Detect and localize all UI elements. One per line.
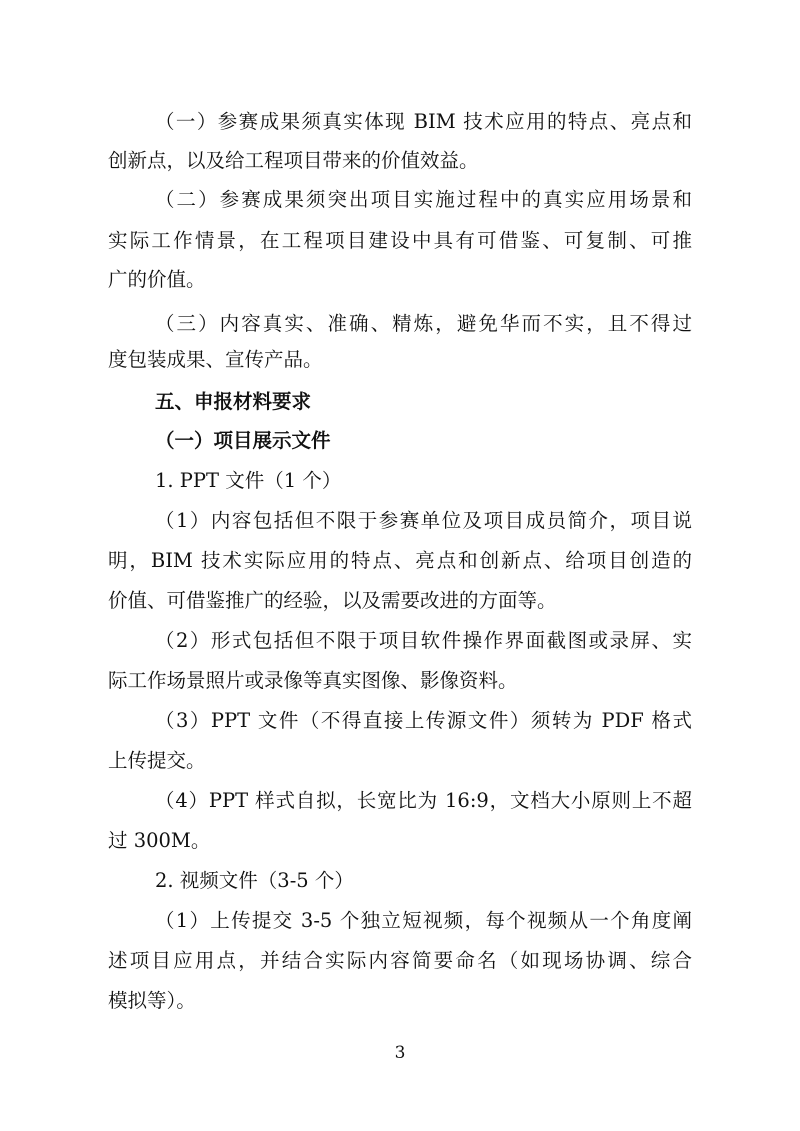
subsection-heading: （一）项目展示文件 (155, 429, 331, 452)
paragraph-line: 际工作场景照片或录像等真实图像、影像资料。 (108, 669, 518, 692)
paragraph-line: （二）参赛成果须突出项目实施过程中的真实应用场景和 (155, 188, 692, 211)
paragraph-line: 价值、可借鉴推广的经验，以及需要改进的方面等。 (108, 589, 557, 612)
paragraph-line: 过 300M。 (108, 829, 211, 852)
paragraph-line: （一）参赛成果须真实体现 BIM 技术应用的特点、亮点和 (155, 110, 692, 133)
page-number: 3 (394, 1043, 406, 1063)
paragraph-line: （三）内容真实、准确、精炼，避免华而不实，且不得过 (155, 312, 692, 335)
paragraph-line: 上传提交。 (108, 749, 206, 772)
section-heading: 五、申报材料要求 (155, 390, 312, 413)
paragraph-line: 广的价值。 (108, 268, 206, 291)
paragraph-line: 度包装成果、宣传产品。 (108, 348, 323, 371)
paragraph-line: 创新点，以及给工程项目带来的价值效益。 (108, 149, 479, 172)
paragraph-line: 实际工作情景，在工程项目建设中具有可借鉴、可复制、可推 (108, 229, 692, 252)
paragraph-line: （4）PPT 样式自拟，长宽比为 16:9，文档大小原则上不超 (155, 789, 692, 812)
paragraph-line: 模拟等）。 (108, 989, 196, 1012)
paragraph-line: （3）PPT 文件（不得直接上传源文件）须转为 PDF 格式 (155, 709, 692, 732)
paragraph-line: 明，BIM 技术实际应用的特点、亮点和创新点、给项目创造的 (108, 549, 692, 572)
paragraph-line: 述项目应用点，并结合实际内容简要命名（如现场协调、综合 (108, 949, 692, 972)
item-heading: 2. 视频文件（3-5 个） (155, 869, 354, 892)
item-heading: 1. PPT 文件（1 个） (155, 469, 342, 492)
paragraph-line: （1）内容包括但不限于参赛单位及项目成员简介，项目说 (155, 509, 692, 532)
paragraph-line: （2）形式包括但不限于项目软件操作界面截图或录屏、实 (155, 629, 692, 652)
paragraph-line: （1）上传提交 3-5 个独立短视频，每个视频从一个角度阐 (155, 909, 692, 932)
